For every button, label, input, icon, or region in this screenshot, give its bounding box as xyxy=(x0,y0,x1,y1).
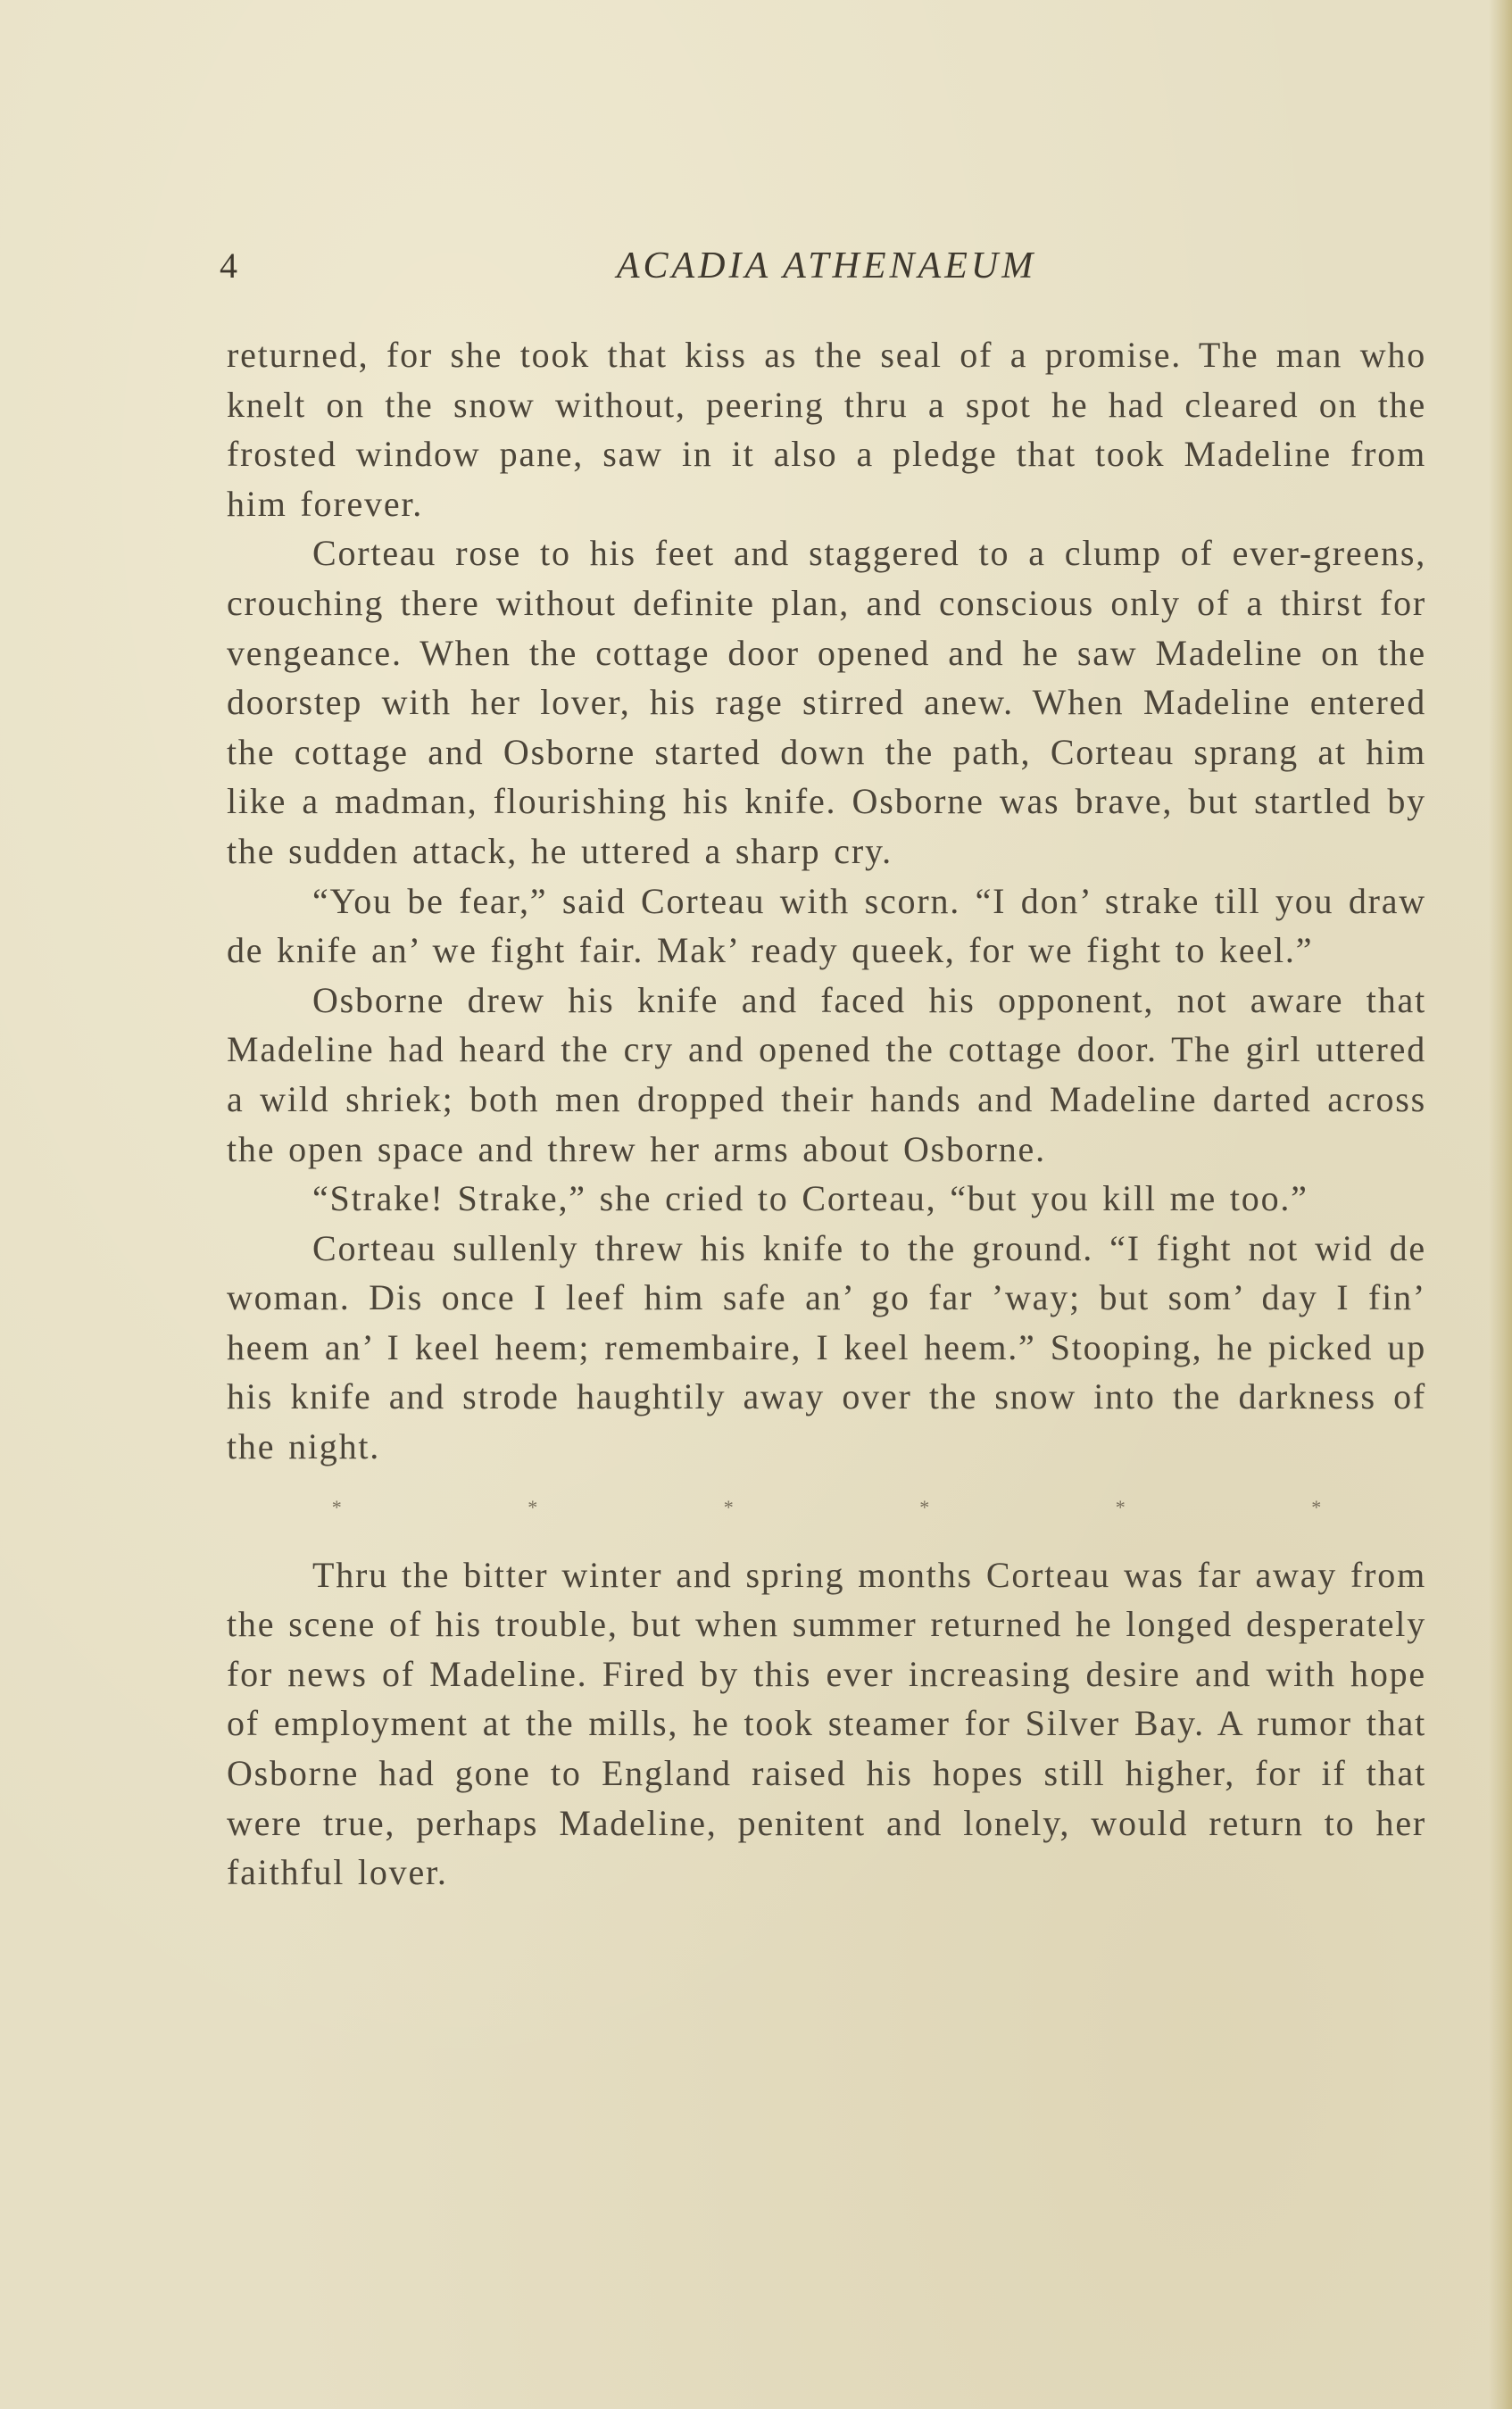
page-header xyxy=(220,239,1419,293)
paragraph: “Strake! Strake,” she cried to Corteau, “but you kill me too.” xyxy=(312,1178,1308,1219)
page-number: 4 xyxy=(220,245,237,286)
paragraph: “You be fear,” said Corteau with scorn. “I don’ strake till you draw de knife an’ we fight fair. Mak’ ready queek, for we fight to keel.” xyxy=(227,880,1426,971)
paragraph: Corteau rose to his feet and staggered to a clump of ever-greens, crouching there without definite plan, and conscious only of a thirst for vengeance. When the cottage door opened and he saw Madeline on the doorstep with her lover, his rage stirred anew. When Madeline entered the cottage and Osborne started down the path, Corteau sprang at him like a madman, flourishing his knife. Osborne was brave, but startled by the sudden attack, he uttered a sharp cry. xyxy=(227,533,1426,871)
paragraph: Corteau sullenly threw his knife to the ground. “I fight not wid de woman. Dis once I leef him safe an’ go far ’way; but som’ day I fin’ heem an’ I keel heem; remembaire, I keel heem.” Stooping, he picked up his knife and strode haughtily away over the snow into the darkness of the night. xyxy=(227,1227,1426,1467)
paragraph: returned, for she took that kiss as the seal of a promise. The man who knelt on the snow without, peering thru a spot he had cleared on the frosted window pane, saw in it also a pledge that took Madeline from him forever. xyxy=(227,335,1426,524)
paragraph: Osborne drew his knife and faced his opponent, not aware that Madeline had heard the cry and opened the cottage door. The girl uttered a wild shriek; both men dropped their hands and Madeline darted across the open space and threw her arms about Osborne. xyxy=(227,979,1426,1169)
page-edge-shading xyxy=(1489,0,1512,2409)
paragraph: Thru the bitter winter and spring months Corteau was far away from the scene of his trouble, but when summer returned he longed desperately for news of Madeline. Fired by this ever increasing desire and with hope of employment at the mills, he took steamer for Silver Bay. A rumor that Osborne had gone to England raised his hopes still higher, for if that were true, perhaps Madeline, penitent and lonely, would return to her faithful lover. xyxy=(227,1554,1426,1893)
article-body xyxy=(227,330,1426,1898)
section-separator: * * * * * * xyxy=(331,1495,1411,1518)
running-title: ACADIA ATHENAEUM xyxy=(616,245,1037,287)
